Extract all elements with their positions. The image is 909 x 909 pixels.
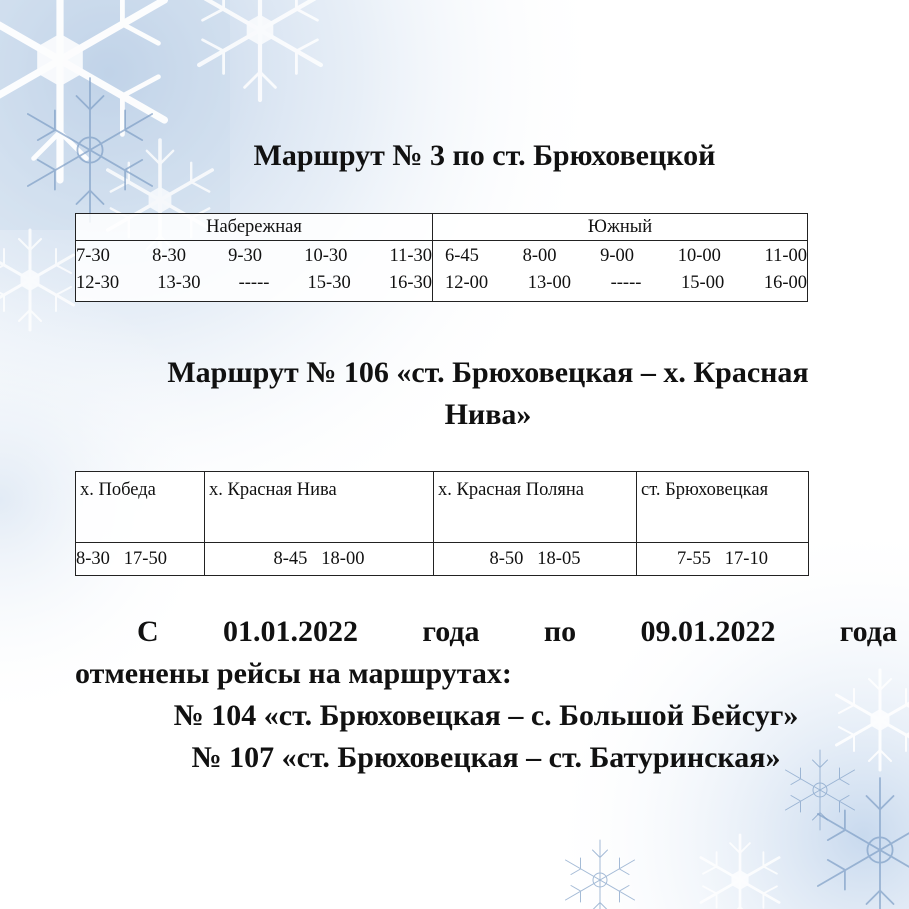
time-cell: 7-55 17-10 xyxy=(637,543,809,576)
times-row xyxy=(433,243,807,270)
notice-word: года xyxy=(422,615,480,648)
notice-word: 09.01.2022 xyxy=(640,615,776,648)
stop-header-krasnaya-niva: х. Красная Нива xyxy=(205,472,434,543)
time-cell: 11-00 xyxy=(764,246,807,266)
time-cell: 8-00 xyxy=(522,246,557,266)
time-cell: 16-30 xyxy=(388,273,432,293)
stop-header-yuzhny: Южный xyxy=(433,214,808,241)
times-row xyxy=(433,270,807,297)
route-3-title: Маршрут № 3 по ст. Брюховецкой xyxy=(253,139,716,172)
route-3-table xyxy=(75,213,808,302)
time-cell: 13-30 xyxy=(157,273,201,293)
time-cell: 16-00 xyxy=(763,273,807,293)
times-row xyxy=(76,270,432,297)
notice-word: 01.01.2022 xyxy=(223,615,358,648)
time-cell: 9-00 xyxy=(600,246,635,266)
stop-header-bryukhovetskaya: ст. Брюховецкая xyxy=(637,472,809,543)
stop-header-krasnaya-polyana: х. Красная Поляна xyxy=(434,472,637,543)
notice-date-range-line xyxy=(75,611,897,653)
time-cell: 15-00 xyxy=(681,273,725,293)
time-cell: 7-30 xyxy=(76,246,110,266)
route-106-title xyxy=(88,352,888,436)
yuzhny-times xyxy=(433,241,808,302)
time-cell: 10-00 xyxy=(677,246,721,266)
time-cell: 13-00 xyxy=(527,273,571,293)
cancellation-notice xyxy=(75,611,897,779)
notice-word: года xyxy=(839,615,897,648)
route-106-table xyxy=(75,471,809,576)
notice-line-2: отменены рейсы на маршрутах: xyxy=(75,657,512,690)
time-cell: 9-30 xyxy=(228,246,263,266)
time-cell: 8-30 17-50 xyxy=(76,543,205,576)
time-cell: 10-30 xyxy=(304,246,348,266)
cancelled-route-104: № 104 «ст. Брюховецкая – с. Большой Бейсуг» xyxy=(173,699,799,732)
notice-word: по xyxy=(543,615,577,648)
cancelled-route-107: № 107 «ст. Брюховецкая – ст. Батуринская» xyxy=(191,741,781,774)
time-cell: 11-30 xyxy=(389,246,432,266)
time-cell: ----- xyxy=(610,273,642,293)
stop-header-naberezhnaya: Набережная xyxy=(76,214,433,241)
time-cell: 8-30 xyxy=(152,246,186,266)
stop-header-pobeda: х. Победа xyxy=(76,472,205,543)
time-cell: ----- xyxy=(238,273,270,293)
time-cell: 12-30 xyxy=(76,273,120,293)
notice-word: С xyxy=(137,615,159,648)
naberezhnaya-times xyxy=(76,241,433,302)
times-row xyxy=(76,243,432,270)
time-cell: 6-45 xyxy=(445,246,479,266)
time-cell: 15-30 xyxy=(307,273,351,293)
time-cell: 8-50 18-05 xyxy=(434,543,637,576)
time-cell: 12-00 xyxy=(445,273,489,293)
time-cell: 8-45 18-00 xyxy=(205,543,434,576)
route-106-title-line-1: Маршрут № 106 «ст. Брюховецкая – х. Красная xyxy=(167,356,809,389)
route-106-title-line-2: Нива» xyxy=(444,398,532,431)
